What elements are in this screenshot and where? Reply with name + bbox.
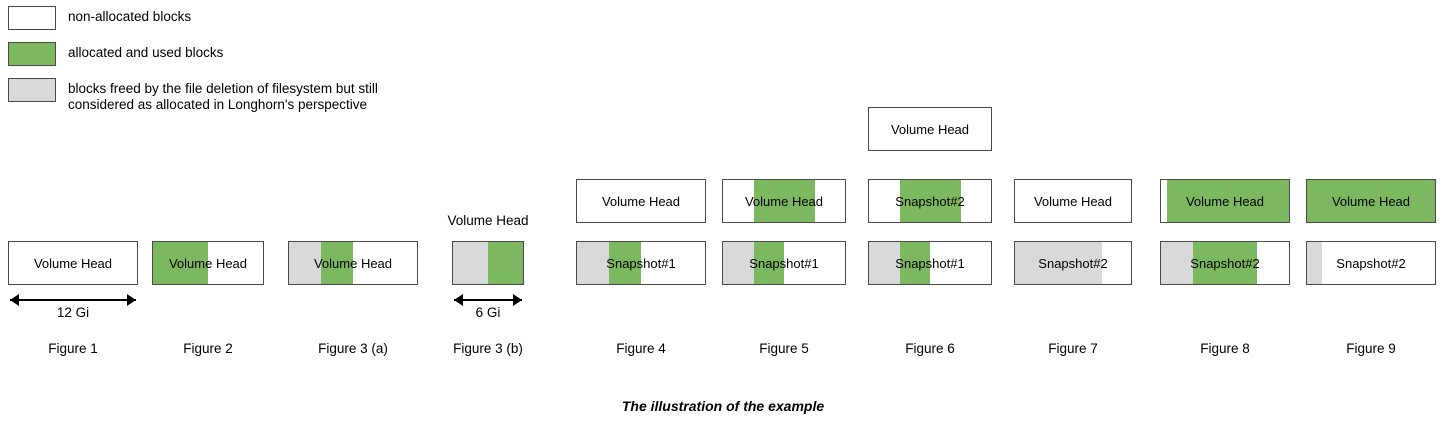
block-segment-gray bbox=[1307, 242, 1322, 284]
block-bar bbox=[1160, 241, 1290, 285]
block-bar-label: Snapshot#1 bbox=[606, 255, 676, 271]
figure bbox=[8, 0, 138, 429]
block-segment-green bbox=[488, 242, 523, 284]
legend-label-line1: blocks freed by the file deletion of filesystem but still bbox=[68, 81, 378, 96]
figure-caption: Figure 7 bbox=[1048, 341, 1098, 356]
block-bar-label: Snapshot#1 bbox=[895, 255, 965, 271]
figure-caption: Figure 4 bbox=[616, 341, 666, 356]
block-bar bbox=[868, 179, 992, 223]
block-bar-label: Volume Head bbox=[601, 193, 681, 209]
block-segment-gray bbox=[1161, 242, 1193, 284]
size-arrow bbox=[454, 292, 522, 318]
size-label: 12 Gi bbox=[56, 305, 90, 320]
block-bar-label: Volume Head bbox=[890, 121, 970, 137]
arrow-line bbox=[454, 299, 522, 301]
figure bbox=[1014, 0, 1132, 429]
block-bar-label: Snapshot#2 bbox=[1038, 255, 1108, 271]
block-bar bbox=[1306, 241, 1436, 285]
block-bar bbox=[152, 241, 264, 285]
figure-caption: Figure 2 bbox=[183, 341, 233, 356]
figure-caption: Figure 9 bbox=[1346, 341, 1396, 356]
block-bar bbox=[868, 241, 992, 285]
block-bar-label: Volume Head bbox=[744, 193, 824, 209]
figure bbox=[576, 0, 706, 429]
block-bar bbox=[722, 241, 846, 285]
arrow-line bbox=[10, 299, 136, 301]
block-bar bbox=[288, 241, 418, 285]
block-bar-label: Volume Head bbox=[1185, 193, 1265, 209]
figure-caption: Figure 6 bbox=[905, 341, 955, 356]
figure bbox=[1160, 0, 1290, 429]
block-bar-label: Volume Head bbox=[313, 255, 393, 271]
size-label: 6 Gi bbox=[475, 305, 501, 320]
figure-caption: Figure 8 bbox=[1200, 341, 1250, 356]
figure-top-label: Volume Head bbox=[447, 213, 529, 228]
block-bar-label: Volume Head bbox=[33, 255, 113, 271]
figure-caption: Figure 3 (b) bbox=[453, 341, 523, 356]
figure-caption: Figure 3 (a) bbox=[318, 341, 388, 356]
block-bar-label: Volume Head bbox=[1033, 193, 1113, 209]
block-bar bbox=[1014, 241, 1132, 285]
legend-label-line1: non-allocated blocks bbox=[68, 9, 192, 24]
block-bar-label: Snapshot#2 bbox=[895, 193, 965, 209]
figure-caption: Figure 1 bbox=[48, 341, 98, 356]
block-bar bbox=[576, 179, 706, 223]
legend-label-line2: considered as allocated in Longhorn's perspective bbox=[68, 96, 368, 112]
block-bar-label: Snapshot#2 bbox=[1336, 255, 1406, 271]
block-bar bbox=[1306, 179, 1436, 223]
block-bar bbox=[1014, 179, 1132, 223]
diagram-title: The illustration of the example bbox=[621, 398, 825, 414]
figure bbox=[288, 0, 418, 429]
figure bbox=[1306, 0, 1436, 429]
figure bbox=[868, 0, 992, 429]
block-bar-label: Volume Head bbox=[168, 255, 248, 271]
block-bar-label: Volume Head bbox=[1331, 193, 1411, 209]
figure bbox=[722, 0, 846, 429]
figure bbox=[152, 0, 264, 429]
figure bbox=[447, 0, 529, 429]
block-bar bbox=[576, 241, 706, 285]
figure-caption: Figure 5 bbox=[759, 341, 809, 356]
block-bar-label: Snapshot#1 bbox=[749, 255, 819, 271]
block-segment-gray bbox=[577, 242, 609, 284]
block-bar bbox=[868, 107, 992, 151]
size-arrow bbox=[10, 292, 136, 318]
block-bar bbox=[8, 241, 138, 285]
block-bar-label: Snapshot#2 bbox=[1190, 255, 1260, 271]
legend-label-line1: allocated and used blocks bbox=[68, 45, 224, 60]
block-bar bbox=[722, 179, 846, 223]
block-segment-gray bbox=[453, 242, 488, 284]
block-bar bbox=[452, 241, 524, 285]
block-bar bbox=[1160, 179, 1290, 223]
